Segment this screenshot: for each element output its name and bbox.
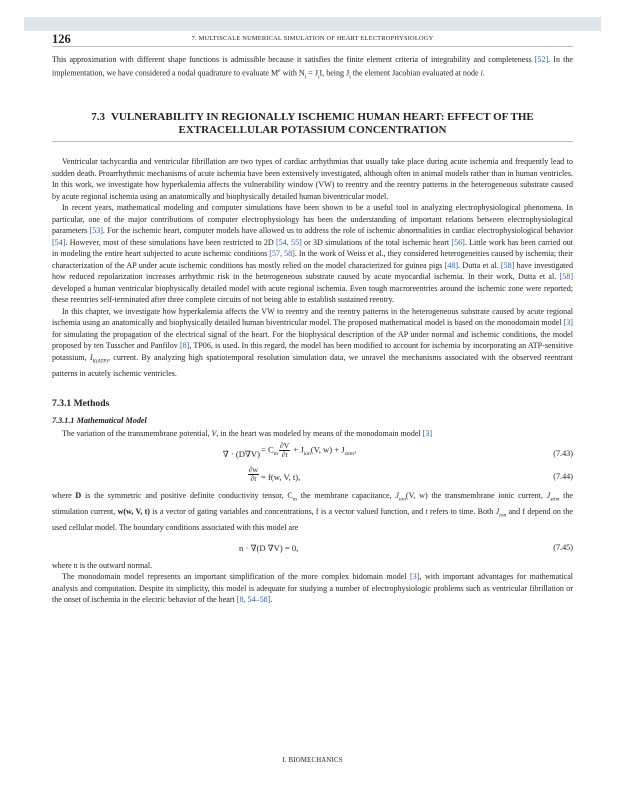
methods-paragraph: The variation of the transmembrane potential, V, in the heart was modeled by means of the monodomain model [3] (62, 429, 433, 439)
header-bar (24, 17, 601, 31)
after-equation-paragraph: where D is the symmetric and positive definite conductivity tensor, $C_m$ the membrane capacitance, $J_{ion}(V$, w) the transmembrane ionic current, $J_{stim}$ the stimulation current, w(w, V, t) is a vector of gating variables and concentrations, f is a vector valued function, and t refers to time. Both $J_{ion}$ and f depend on the used cellular model. The boundary conditions associated with this model are (52, 490, 573, 533)
citation-link[interactable]: [58] (559, 272, 573, 282)
citation-link[interactable]: [8] (179, 341, 190, 351)
citation-link[interactable]: [56] (451, 237, 465, 247)
citation-link[interactable]: [3] (563, 318, 573, 328)
equation-number: (7.43) (553, 448, 573, 458)
body-content (52, 54, 573, 606)
section-divider (52, 141, 573, 142)
citation-link[interactable]: [8, 54–58] (236, 595, 271, 605)
running-title: 7. MULTISCALE NUMERICAL SIMULATION OF HEART ELECTROPHYSIOLOGY (191, 35, 434, 42)
citation-link[interactable]: [54] (52, 237, 66, 247)
citation-link[interactable]: [57, 58] (269, 249, 295, 259)
equation-number: (7.44) (553, 471, 573, 481)
subsubsection-heading: 7.3.1.1 Mathematical Model (52, 416, 147, 426)
final-paragraph: The monodomain model represents an important simplification of the more complex bidomain model [3], with important advantages for mathematical analysis and computation. Despite its simplicity, this model is adequate for studying a number of electrophysiologic problems such as ventricular fibrillation or the onset of ischemia in the electric behavior of the heart [8, 54–58]. (52, 572, 574, 605)
section-title: 7.3 VULNERABILITY IN REGIONALLY ISCHEMIC HUMAN HEART: EFFECT OF THE EXTRACELLULAR POTASSIUM CONCENTRATION (91, 111, 534, 136)
header (52, 32, 573, 47)
paragraph-3: In this chapter, we investigate how hyperkalemia affects the VW to reentry and the reentry patterns in the heterogeneous substrate caused by acute regional ischemia using an anatomically and biophysically detailed human biventricular model. The proposed mathematical model is based on the monodomain model [3] for simulating the propagation of the electrical signal of the heart. For the biophysical description of the AP under normal and ischemic conditions, the model proposed by ten Tusscher and Panfilov [8], TP06, is used. In this regard, the model has been modified to account for ischemia by incorporating an ATP-sensitive potassium, $I_{K(ATP)}$, current. By analyzing high spatiotemporal resolution simulation data, we unravel the mechanisms associated with the observed reentrant patterns in acutely ischemic ventricles. (52, 306, 573, 378)
paragraph-1: Ventricular tachycardia and ventricular fibrillation are two types of cardiac arrhythmias that usually take place during acute ischemia and frequently lead to sudden death. Proarrhythmic mechanisms of acute ischemia have been extensively investigated, although often in animal models rather than in human ventricles. In this work, we investigate how hyperkalemia affects the vulnerability window (VW) to reentry and the reentry patterns in the heterogeneous substrate caused by acute regional ischemia using an anatomically and biophysically detailed human biventricular model. (52, 157, 573, 201)
citation-link[interactable]: [48] (444, 260, 459, 270)
citation-link[interactable]: [3] (410, 572, 420, 582)
paragraph-2: In recent years, mathematical modeling and computer simulations have been shown to be a useful tool in analyzing electrophysiological phenomena. In particular, one of the major contributions of computer electrophysiology has been the understanding of important relations between electrophysiological parameters [53]. For the ischemic heart, computer models have allowed us to address the role of ischemic abnormalities in cardiac electrophysiological behavior [54]. However, most of these simulations have been restricted to 2D [54, 55] or 3D simulations of the total ischemic heart [56]. Little work has been carried out in modeling the entire heart subjected to acute ischemic conditions [57, 58]. In the work of Weiss et al., they considered heterogeneities caused by ischemia; their characterization of the AP under acute ischemic conditions has mostly relied on the model characterized for guinea pigs [48]. Dutta et al. [58] have investigated how reduced repolarization increases arrhythmic risk in the heterogeneous substrate caused by acute myocardial ischemia. In their work, Dutta et al. [58] developed a human ventricular biophysically detailed model with acute regional ischemia. Even tough macroreentries around the ischemic zone were reported; these reentries self-terminated after three complete circuits of not being able to establish sustained reentry. (52, 203, 574, 305)
equation-7-43: ∇ · (D∇V) = $C_m$ $\frac{\partial V}{\partial t}$ + $J_{ion}(V$, $w) + J_{stim}$, (7.43) (222, 440, 573, 459)
citation-link[interactable]: [58] (500, 260, 515, 270)
subsection-heading: 7.3.1 Methods (52, 398, 110, 410)
citation-link[interactable]: [54, 55] (276, 237, 302, 247)
equation-7-45: n · ∇(D ∇V) = 0, (7.45) (239, 542, 573, 553)
page-footer: I. BIOMECHANICS (282, 757, 343, 764)
section-number: 7.3 (91, 111, 105, 124)
equation-number: (7.45) (553, 542, 573, 552)
citation-link[interactable]: [52] (534, 55, 549, 64)
citation-link[interactable]: [53] (89, 226, 103, 236)
citation-link[interactable]: [3] (422, 429, 433, 439)
outward-normal-note: where n is the outward normal. (52, 560, 153, 570)
equation-7-44: $\frac{\partial w}{\partial t}$ = f(w, V, t), (7.44) (248, 464, 573, 483)
page-number: 126 (52, 32, 71, 46)
intro-paragraph: This approximation with different shape functions is admissible because it satisfies the finite element criteria of integrability and completeness [52]. In the implementation, we have considered a nodal quadrature to evaluate Me with $N_i = J_iI$, being $J_i$ the element Jacobian evaluated at node i. (52, 55, 573, 80)
